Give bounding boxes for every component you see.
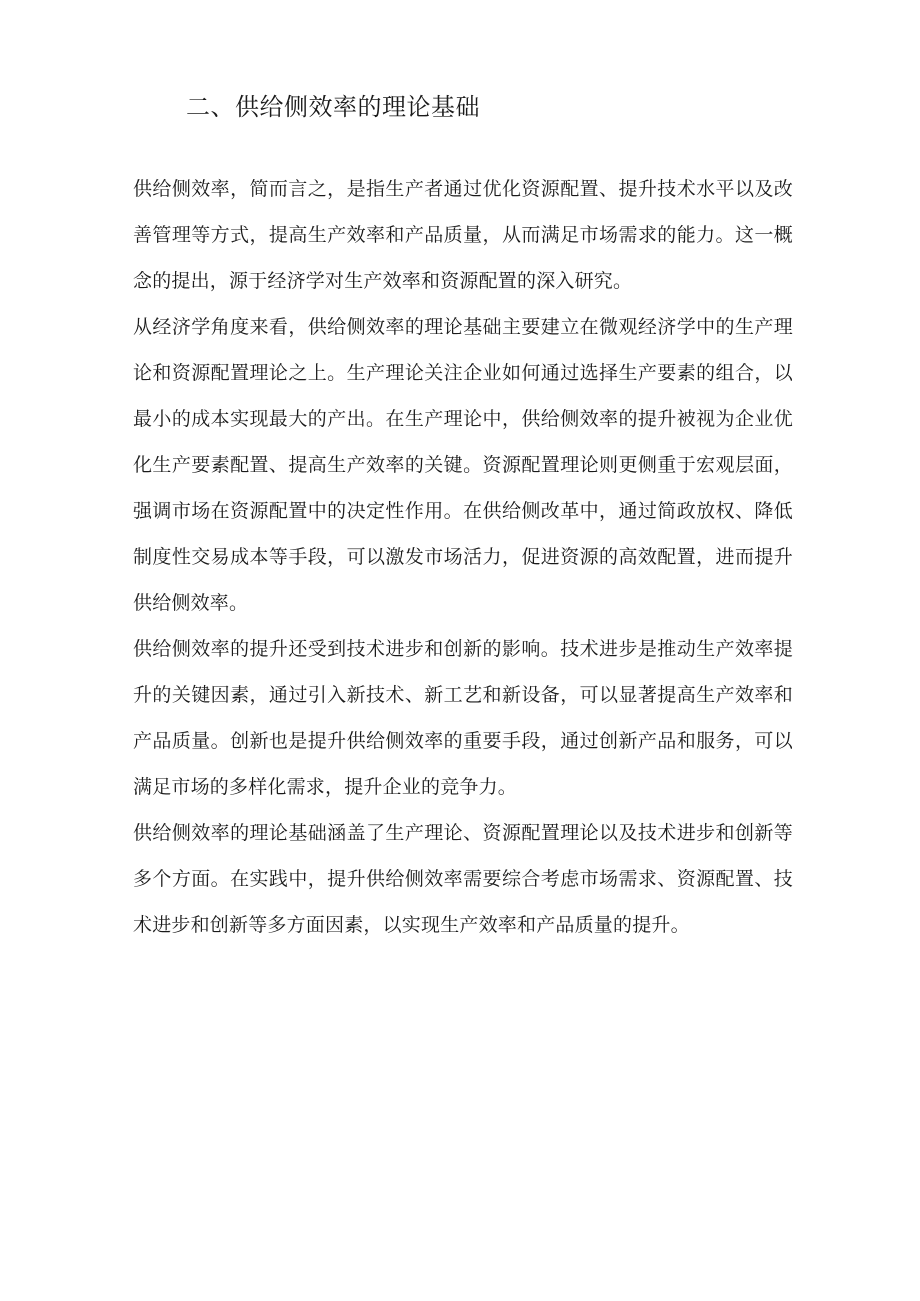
- paragraph-economics-view: 从经济学角度来看，供给侧效率的理论基础主要建立在微观经济学中的生产理论和资源配置理论之上。生产理论关注企业如何通过选择生产要素的组合，以最小的成本实现最大的产出。在生产理论中，供给侧效率的提升被视为企业优化生产要素配置、提高生产效率的关键。资源配置理论则更侧重于宏观层面，强调市场在资源配置中的决定性作用。在供给侧改革中，通过简政放权、降低制度性交易成本等手段，可以激发市场活力，促进资源的高效配置，进而提升供给侧效率。: [133, 316, 793, 614]
- paragraph-definition: 供给侧效率，简而言之，是指生产者通过优化资源配置、提升技术水平以及改善管理等方式，提高生产效率和产品质量，从而满足市场需求的能力。这一概念的提出，源于经济学对生产效率和资源配置的深入研究。: [133, 178, 793, 292]
- paragraph-summary: 供给侧效率的理论基础涵盖了生产理论、资源配置理论以及技术进步和创新等多个方面。在实践中，提升供给侧效率需要综合考虑市场需求、资源配置、技术进步和创新等多方面因素，以实现生产效率和产品质量的提升。: [133, 822, 793, 936]
- paragraph-technology-innovation: 供给侧效率的提升还受到技术进步和创新的影响。技术进步是推动生产效率提升的关键因素，通过引入新技术、新工艺和新设备，可以显著提高生产效率和产品质量。创新也是提升供给侧效率的重要手段，通过创新产品和服务，可以满足市场的多样化需求，提升企业的竞争力。: [133, 638, 793, 798]
- body-text: [133, 166, 793, 948]
- section-heading: 二、供给侧效率的理论基础: [186, 93, 480, 121]
